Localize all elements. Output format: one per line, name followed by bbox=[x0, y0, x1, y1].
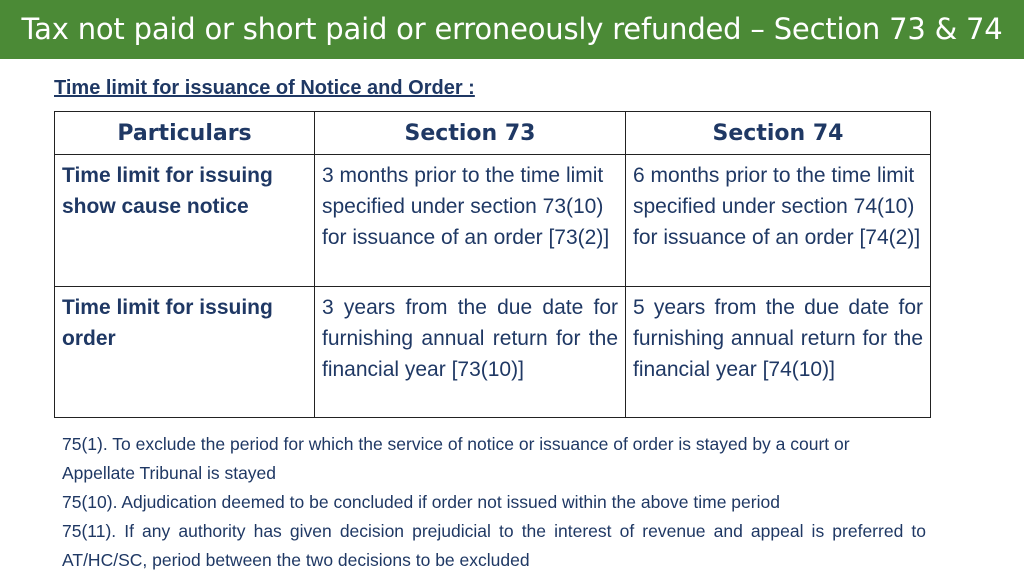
table-row bbox=[55, 287, 931, 418]
row-label-order: Time limit for issuing order bbox=[55, 287, 315, 418]
table-row bbox=[55, 155, 931, 287]
note-75-10: 75(10). Adjudication deemed to be concluded if order not issued within the above time period bbox=[62, 492, 780, 512]
slide-title: Tax not paid or short paid or erroneously refunded – Section 73 & 74 bbox=[0, 0, 1024, 59]
footnotes bbox=[62, 430, 926, 575]
note-75-11: 75(11). If any authority has given decision prejudicial to the interest of revenue and appeal is preferred to AT/HC/SC, period between the two decisions to be excluded bbox=[62, 521, 926, 570]
note-75-1: 75(1). To exclude the period for which the service of notice or issuance of order is stayed by a court or Appellate Tribunal is stayed bbox=[62, 434, 850, 483]
header-section-73: Section 73 bbox=[315, 112, 626, 155]
cell-section-73-notice: 3 months prior to the time limit specified under section 73(10) for issuance of an order [73(2)] bbox=[315, 155, 626, 287]
cell-section-73-order: 3 years from the due date for furnishing annual return for the financial year [73(10)] bbox=[315, 287, 626, 418]
table-header-row bbox=[55, 112, 931, 155]
time-limit-table bbox=[54, 111, 931, 418]
header-section-74: Section 74 bbox=[626, 112, 931, 155]
header-particulars: Particulars bbox=[55, 112, 315, 155]
row-label-show-cause-notice: Time limit for issuing show cause notice bbox=[55, 155, 315, 287]
section-subheading: Time limit for issuance of Notice and Order : bbox=[54, 77, 475, 99]
cell-section-74-order: 5 years from the due date for furnishing annual return for the financial year [74(10)] bbox=[626, 287, 931, 418]
cell-section-74-notice: 6 months prior to the time limit specified under section 74(10) for issuance of an order [74(2)] bbox=[626, 155, 931, 287]
